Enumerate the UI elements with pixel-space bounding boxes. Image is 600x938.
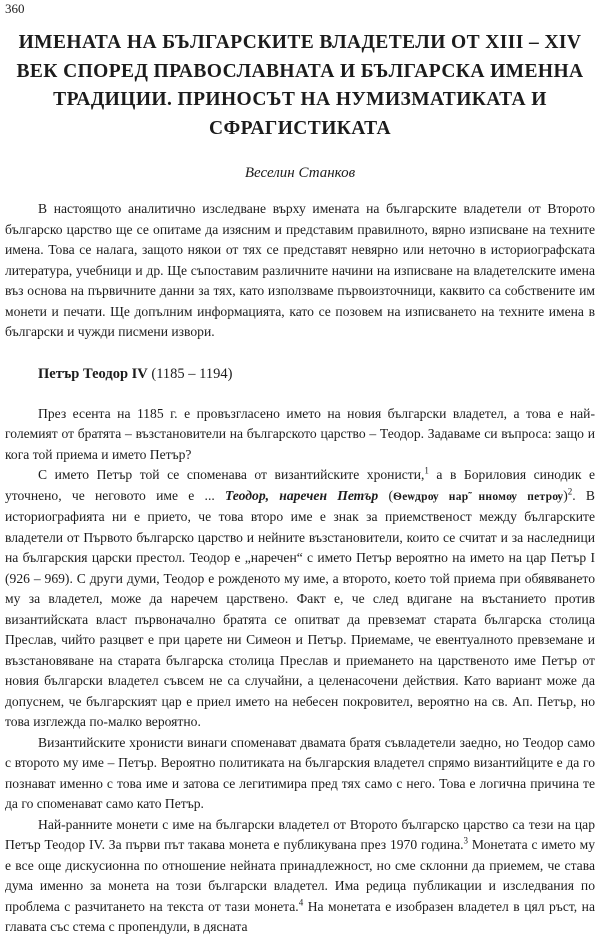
- title-line: СФРАГИСТИКАТА: [209, 117, 391, 139]
- page-number: 360: [5, 1, 25, 16]
- body-paragraph: [5, 815, 595, 938]
- text-segment: В настоящото аналитично изследване върху имената на българските владетели от Второто българско царство ще се опитаме да изясним и представим правилното, вярно изписване на техните имена. Това се налага, защото някои от тях се представят невярно или неточно в историографската литература, учебници и др. Ще съпоставим различните начини на изписване на владетелските имена въз основа на първичните данни за тях, като използваме първоизточници, каквито са собствените им монети и печати. Ще допълним информацията, като се позовем на изписването на техните имена в български и чужди писмени извори.: [5, 201, 595, 339]
- intro-paragraph: [5, 199, 595, 343]
- footnote-marker: 1: [424, 465, 429, 476]
- text-segment: Монетата с името му е все още дискусионна по отношение нейната принадлежност, но сме склонни да приемем, че става дума именно за монета на този български владетел. Има редица публикации и изследвания по проблема с разчитането на текста от тази монета.: [5, 837, 595, 914]
- text-segment: (: [378, 487, 393, 503]
- body-paragraph: [5, 404, 595, 466]
- text-segment: а в Бориловия синодик е уточнено, че неговото име е ...: [5, 467, 595, 503]
- section-heading: [38, 366, 595, 383]
- article-author: Веселин Станков: [244, 165, 356, 181]
- text-segment: Теодор, наречен Петър: [225, 487, 379, 503]
- footnote-marker: 3: [463, 835, 469, 846]
- text-segment: Ѳеѡдрѹ нар̃ нномѹ петрѹ: [392, 490, 564, 503]
- title-line: ВЕК СПОРЕД ПРАВОСЛАВНАТА И БЪЛГАРСКА ИМЕННА: [16, 60, 584, 82]
- body-paragraph: [5, 465, 595, 733]
- text-segment: С името Петър той се споменава от византийските хронисти,: [38, 467, 425, 482]
- footnote-marker: 4: [298, 896, 304, 907]
- ruler-dates: (1185 – 1194): [147, 365, 233, 382]
- footnote-marker: 2: [567, 485, 573, 496]
- body-paragraph: [5, 733, 595, 815]
- title-line: ИМЕНАТА НА БЪЛГАРСКИТЕ ВЛАДЕТЕЛИ ОТ XIII – XIV: [18, 32, 582, 53]
- text-segment: Най-ранните монети с име на български владетел от Второто българско царство са тези на цар Петър Теодор IV. За първи път такава монета е публикувана през 1970 година.: [5, 816, 595, 852]
- text-segment: ): [563, 487, 568, 503]
- text-segment: През есента на 1185 г. е провъзгласено името на новия български владетел, а това е най-големият от братята – възстановители на българското царство – Теодор. Задаваме си въпроса: защо и кога той приема и името Петър?: [5, 405, 595, 462]
- title-line: ТРАДИЦИИ. ПРИНОСЪТ НА НУМИЗМАТИКАТА И: [53, 89, 547, 110]
- text-segment: Византийските хронисти винаги споменават двамата братя съвладетели заедно, но Теодор само с второто му име – Петър. Вероятно политиката на българския владетел спрямо византийците е да го познават именно с това име и затова се легитимира пред тях само с него. Това е логична причина те да го споменават само като Петър.: [5, 734, 595, 811]
- article-title: [5, 29, 595, 143]
- ruler-name: Петър Теодор IV: [38, 365, 148, 382]
- text-segment: . В историографията ни е прието, че това второ име е знак за приемственост между българските владетели от Първото българско царство и нейните възстановители, които се считат и за наследници на българския царски престол. Теодор е „наречен“ с името Петър вероятно на името на цар Петър I (926 – 969). С други думи, Теодор е рожденото му име, а второто, което той приема при обявяването му за владетел, може да наречем царствено. Факт е, че след вдигане на въстанието против византийската власт първоначално братята се опитват да превземат старата българска столица Преслав, чийто разцвет е при царете ни Симеон и Петър. Приемаме, че евентуалното превземане и възстановяване на старата българска столица Преслав и приемането на царственото име Петър от новия български владетел съвсем не са случайни, а целенасочени действия. Като вариант може да допуснем, че българският цар е приел името на небесен покровител, вероятно на св. Ап. Петър, но това изглежда по-малко вероятно.: [5, 487, 595, 729]
- text-segment: На монетата е изобразен владетел в цял ръст, на главата със стема с пропендули, в дясната: [5, 898, 595, 934]
